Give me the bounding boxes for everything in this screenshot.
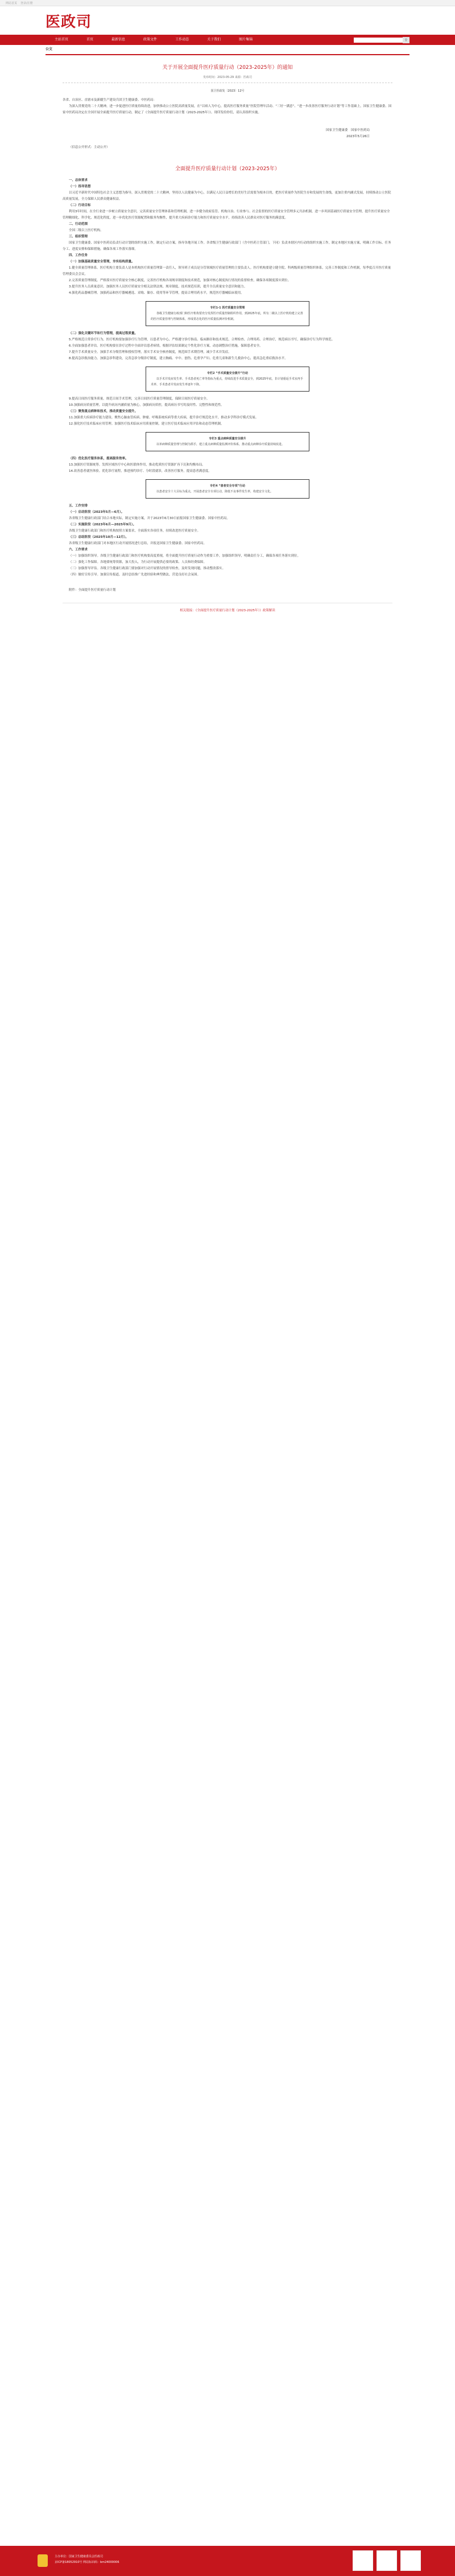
paragraph: 利用3年时间，在全行业进一步树立质量安全意识，完善质量安全管理体系和管理机制，进一步健全政府监管、机构自治、行业参与、社会监督的医疗质量安全管理多元共治机制，进一步巩固基础医疗质量安全管理，提升医疗质量安全管理精细化、科学化、规范化程度，进一步优化医疗资源配置和服务均衡性，提升重大疾病诊疗能力和医疗质量安全水平，持续改善人民群众对医疗服务的满意度。: [63, 210, 390, 220]
paragraph: 全国二级以上医疗机构。: [69, 229, 104, 232]
callout-text: 各级卫生健康行政部门和医疗机构要充分发挥医疗质量控制组织作用，到2025年底，所有二级以上医疗机构建立完善的医疗质量管理与控制体系，形成常态化的医疗质量监测评价机制。: [151, 312, 303, 321]
topbar-item[interactable]: 网站首页: [6, 1, 18, 5]
paragraph: （四）做好宣传引导。加强宣传报道，及时总结推广先进经验和典型做法，营造良好社会氛围。: [69, 573, 201, 577]
paragraph: 9.提高日间医疗服务质量。规范日间手术管理，完善日间医疗质量管理制度，保障日间医疗质量安全。: [69, 397, 210, 401]
app-qr-icon[interactable]: [400, 2550, 421, 2571]
section-heading: （三）聚焦重点病种和技术，推动质量安全提升。: [69, 410, 138, 413]
sign-date: 2023年5月26日: [346, 135, 370, 138]
paragraph: （一）加强组织领导。各级卫生健康行政部门和医疗机构要高度重视，将全面提升医疗质量行动作为重要工作，加强组织领导，明确责任分工，确保各项任务落实到位。: [69, 554, 301, 558]
paragraph: 10.加强病历质量管理。以提升病历内涵质量为核心，加强病历质控，提高病历书写的及时性、完整性和规范性。: [69, 404, 224, 407]
section-heading: 一、总体要求: [69, 179, 88, 182]
wechat-qr-icon[interactable]: [377, 2550, 397, 2571]
article-title: 关于开展全面提升医疗质量行动（2023-2025年）的通知: [162, 65, 293, 71]
section-heading: （二）强化关键环节和行为管理，提高过程质量。: [69, 332, 138, 335]
emblem-icon: [38, 2554, 48, 2567]
paragraph: 13.加强医疗资源统筹。发挥区域医疗中心和医联体作用，推动优质医疗资源扩容下沉和均衡布局。: [69, 463, 205, 467]
section-heading: （三）总结阶段（2025年10月—12月）。: [69, 536, 129, 539]
top-utility-bar: [0, 0, 455, 6]
section-heading: （二）实施阶段（2023年6月—2025年9月）。: [69, 523, 136, 526]
paragraph: 14.改善患者就医体验。优化诊疗流程，推进预约诊疗、分时段就诊，改善医疗服务，提高患者满意度。: [69, 470, 212, 473]
paragraph: 各省级卫生健康行政部门对本地区行动开展情况进行总结，并报送国家卫生健康委、国家中医药局。: [69, 542, 207, 545]
callout-box: [146, 367, 309, 392]
callout-text: 以手术并发症发生率、手术患者死亡率等指标为重点，持续改进手术质量安全，到2025年底，非计划重返手术室再手术率、手术患者并发症发生率逐年下降。: [151, 377, 303, 386]
document-number: 国卫医政发〔2023〕12号: [210, 89, 245, 93]
section-heading: （四）优化医疗服务体系，提高服务效率。: [69, 457, 129, 460]
section-heading: 三、组织管理: [69, 235, 88, 238]
callout-box: [146, 479, 309, 499]
paragraph: 8.提高急诊救治能力。加强急诊科建设，完善急诊分级诊疗制度，建立胸痛、卒中、创伤、危重孕产妇、危重儿童和新生儿救治中心，提高急危重症救治水平。: [69, 357, 288, 360]
section-heading: 二、行动范围: [69, 223, 88, 226]
breadcrumb[interactable]: 公文: [46, 45, 410, 55]
article: [46, 63, 410, 614]
site-header: [0, 6, 455, 35]
callout-text: 以患者安全十大目标为重点，开展患者安全专项行动，降低不良事件发生率，构建安全文化。: [156, 490, 274, 493]
callout-title: 专栏1-1 医疗质量安全管理: [210, 306, 245, 310]
paragraph: 各级卫生健康行政部门和医疗机构按照方案要求，全面落实各项任务，持续改进医疗质量安全。: [69, 529, 201, 533]
related-link[interactable]: 相关链接：《全面提升医疗质量行动计划（2023-2025年）》政策解读: [63, 603, 392, 614]
paragraph: 5.严格规范日常诊疗行为。医疗机构要加强诊疗行为管理，以患者为中心，严格遵守诊疗指南、临床路径和技术规范，合理检查、合理用药、合理治疗，规范病历书写，确保诊疗行为科学规范。: [69, 338, 335, 341]
signer: 国家卫生健康委 国家中医药局: [325, 129, 370, 132]
nav-item[interactable]: 工作动态: [175, 38, 189, 42]
footer-text: [55, 2554, 119, 2565]
search-icon[interactable]: ⚲: [403, 37, 410, 43]
footer-line: 主办单位：国家卫生健康委员会医政司: [55, 2555, 104, 2558]
callout-title: 专栏3 重点病种质量安全提升: [209, 437, 246, 441]
nav-item[interactable]: 首页: [86, 38, 94, 42]
callout-text: 以单病种质量管理与控制为抓手，建立重点病种质量监测评价体系，推动重点病种诊疗质量持续改进。: [156, 443, 285, 446]
footer-line: 京ICP备18052910号 网站标识码：bm24000006: [55, 2561, 119, 2564]
paragraph: 12.强化医疗技术临床应用管理。加强医疗技术临床应用质量控制，建立医疗技术临床应用评估和动态管理机制。: [69, 422, 224, 426]
qr-codes: [353, 2550, 421, 2571]
paragraph: （二）强化工作保障。各地要统筹资源，加大投入，为行动开展提供必要的政策、人员和经费保障。: [69, 561, 207, 564]
paragraph: 各省级卫生健康行政部门结合本地实际，制定实施方案，并于2023年6月30日前报国家卫生健康委、国家中医药局。: [69, 517, 230, 520]
callout-title: 专栏4 “患者安全专项”行动: [210, 484, 245, 488]
callout-box: [146, 432, 309, 451]
search-input[interactable]: [354, 38, 403, 43]
paragraph: （三）加强督导评估。各级卫生健康行政部门要加强对行动开展情况的督导检查，及时发现问题，推动整改落实。: [69, 567, 226, 570]
paragraph: 11.加强重大疾病诊疗能力建设。聚焦心脑血管疾病、肿瘤、呼吸系统疾病等重大疾病，提升诊疗规范化水平，推动多学科诊疗模式发展。: [69, 416, 259, 419]
paragraph: 6.全面加强患者评估。医疗机构要在诊疗过程中全面评估患者病情，根据评估结果制定个性化诊疗方案，动态调整治疗措施，保障患者安全。: [69, 344, 263, 348]
main-nav: [0, 35, 455, 45]
intro-paragraph: 为深入贯彻党的二十大精神，进一步促进医疗质量持续改进，加快推动公立医院高质量发展，在“以病人为中心，提高医疗服务质量”医院管理年活动、“三好一满意”、“进一步改善医疗服务行动计划”等工作基础上，国家卫生健康委、国家中医药局决定在全国开展全面提升医疗质量行动，制定了《全面提升医疗质量行动计划（2023-2025年）》。现印发给你们，请认真组织实施。: [63, 105, 392, 114]
nav-item[interactable]: 关于我们: [207, 38, 221, 42]
nav-item[interactable]: 主站首页: [55, 38, 69, 42]
weibo-qr-icon[interactable]: [353, 2550, 373, 2571]
site-logo[interactable]: 医政司: [46, 13, 92, 31]
site-footer: [0, 2546, 455, 2576]
nav-item[interactable]: 政策文件: [143, 38, 158, 42]
section-heading: （一）加强基础质量安全管理，夯实结构质量。: [69, 260, 135, 264]
paragraph: 3.提升医务人员质量意识。加强医务人员医疗质量安全相关法律法规、规章制度、技术规范培训，提升全员质量安全意识和能力。: [69, 285, 247, 289]
callout-box: [146, 301, 309, 326]
section-heading: 四、工作任务: [69, 254, 88, 257]
article-meta: 发布时间：2023-05-29 来源：医政司: [63, 75, 392, 83]
nav-item[interactable]: 最新信息: [111, 38, 126, 42]
section-heading: （一）启动阶段（2023年5月—6月）。: [69, 511, 125, 514]
search-box: [354, 37, 410, 43]
paragraph: 以习近平新时代中国特色社会主义思想为指导，深入贯彻党的二十大精神，坚持以人民健康为中心，以满足人民日益增长的美好生活需要为根本目的，把医疗质量作为医院生存和发展的生命线，更加注重内涵式发展，持续推动公立医院高质量发展，全力保障人民群众健康权益。: [63, 191, 391, 201]
section-heading: （二）行动目标: [69, 204, 91, 207]
section-heading: （一）指导思想: [69, 185, 91, 188]
plan-title: 全面提升医疗质量行动计划（2023-2025年）: [175, 166, 280, 172]
attachment-label[interactable]: 附件：全面提升医疗质量行动计划: [69, 589, 116, 592]
main-container: [46, 45, 410, 2549]
plan-body: [63, 178, 392, 578]
paragraph: 2.完善质量管理制度。严格落实医疗质量安全核心制度，完善医疗机构各项规章制度和技术规范，加强对核心制度执行情况的监督检查，确保各项制度落实到位。: [69, 279, 291, 282]
paragraph: 7.提升手术质量安全。加强手术分级管理和授权管理，落实手术安全核查制度，规范围手术期管理，减少手术并发症。: [69, 351, 231, 354]
paragraph: 4.强化药品器械管理。加强药品和医疗器械遴选、采购、储存、使用等环节管理，提高合理用药水平，规范医疗器械临床使用。: [69, 291, 244, 295]
section-heading: 五、工作安排: [69, 504, 88, 508]
addressee: 各省、自治区、直辖市及新疆生产建设兵团卫生健康委、中医药局：: [63, 98, 157, 102]
topbar-item[interactable]: 登录/注册: [20, 1, 33, 5]
nav-item[interactable]: 图片集锦: [239, 38, 253, 42]
paragraph: 1.健全质量管理体系。医疗机构主要负责人是本机构医疗质量管理第一责任人，领导班子成员是分管领域医疗质量管理的主要负责人。医疗机构要建立健全院、科两级质量管理组织体系，完善工作制度和工作机制，每季度召开医疗质量管理委员会会议。: [63, 266, 391, 276]
disclosure-note: （信息公开形式：主动公开）: [69, 146, 110, 149]
callout-title: 专栏2 “手术质量安全提升”行动: [207, 372, 248, 375]
section-heading: 六、工作要求: [69, 548, 88, 552]
paragraph: 国家卫生健康委、国家中医药局负责行动计划的组织实施工作，制定行动方案，指导各地开展工作。各省级卫生健康行政部门（含中医药主管部门，下同）负责本辖区内行动的组织实施工作，制定本地区实施方案，明确工作目标、任务分工、进度安排和保障措施，确保各项工作落实落细。: [63, 241, 391, 251]
